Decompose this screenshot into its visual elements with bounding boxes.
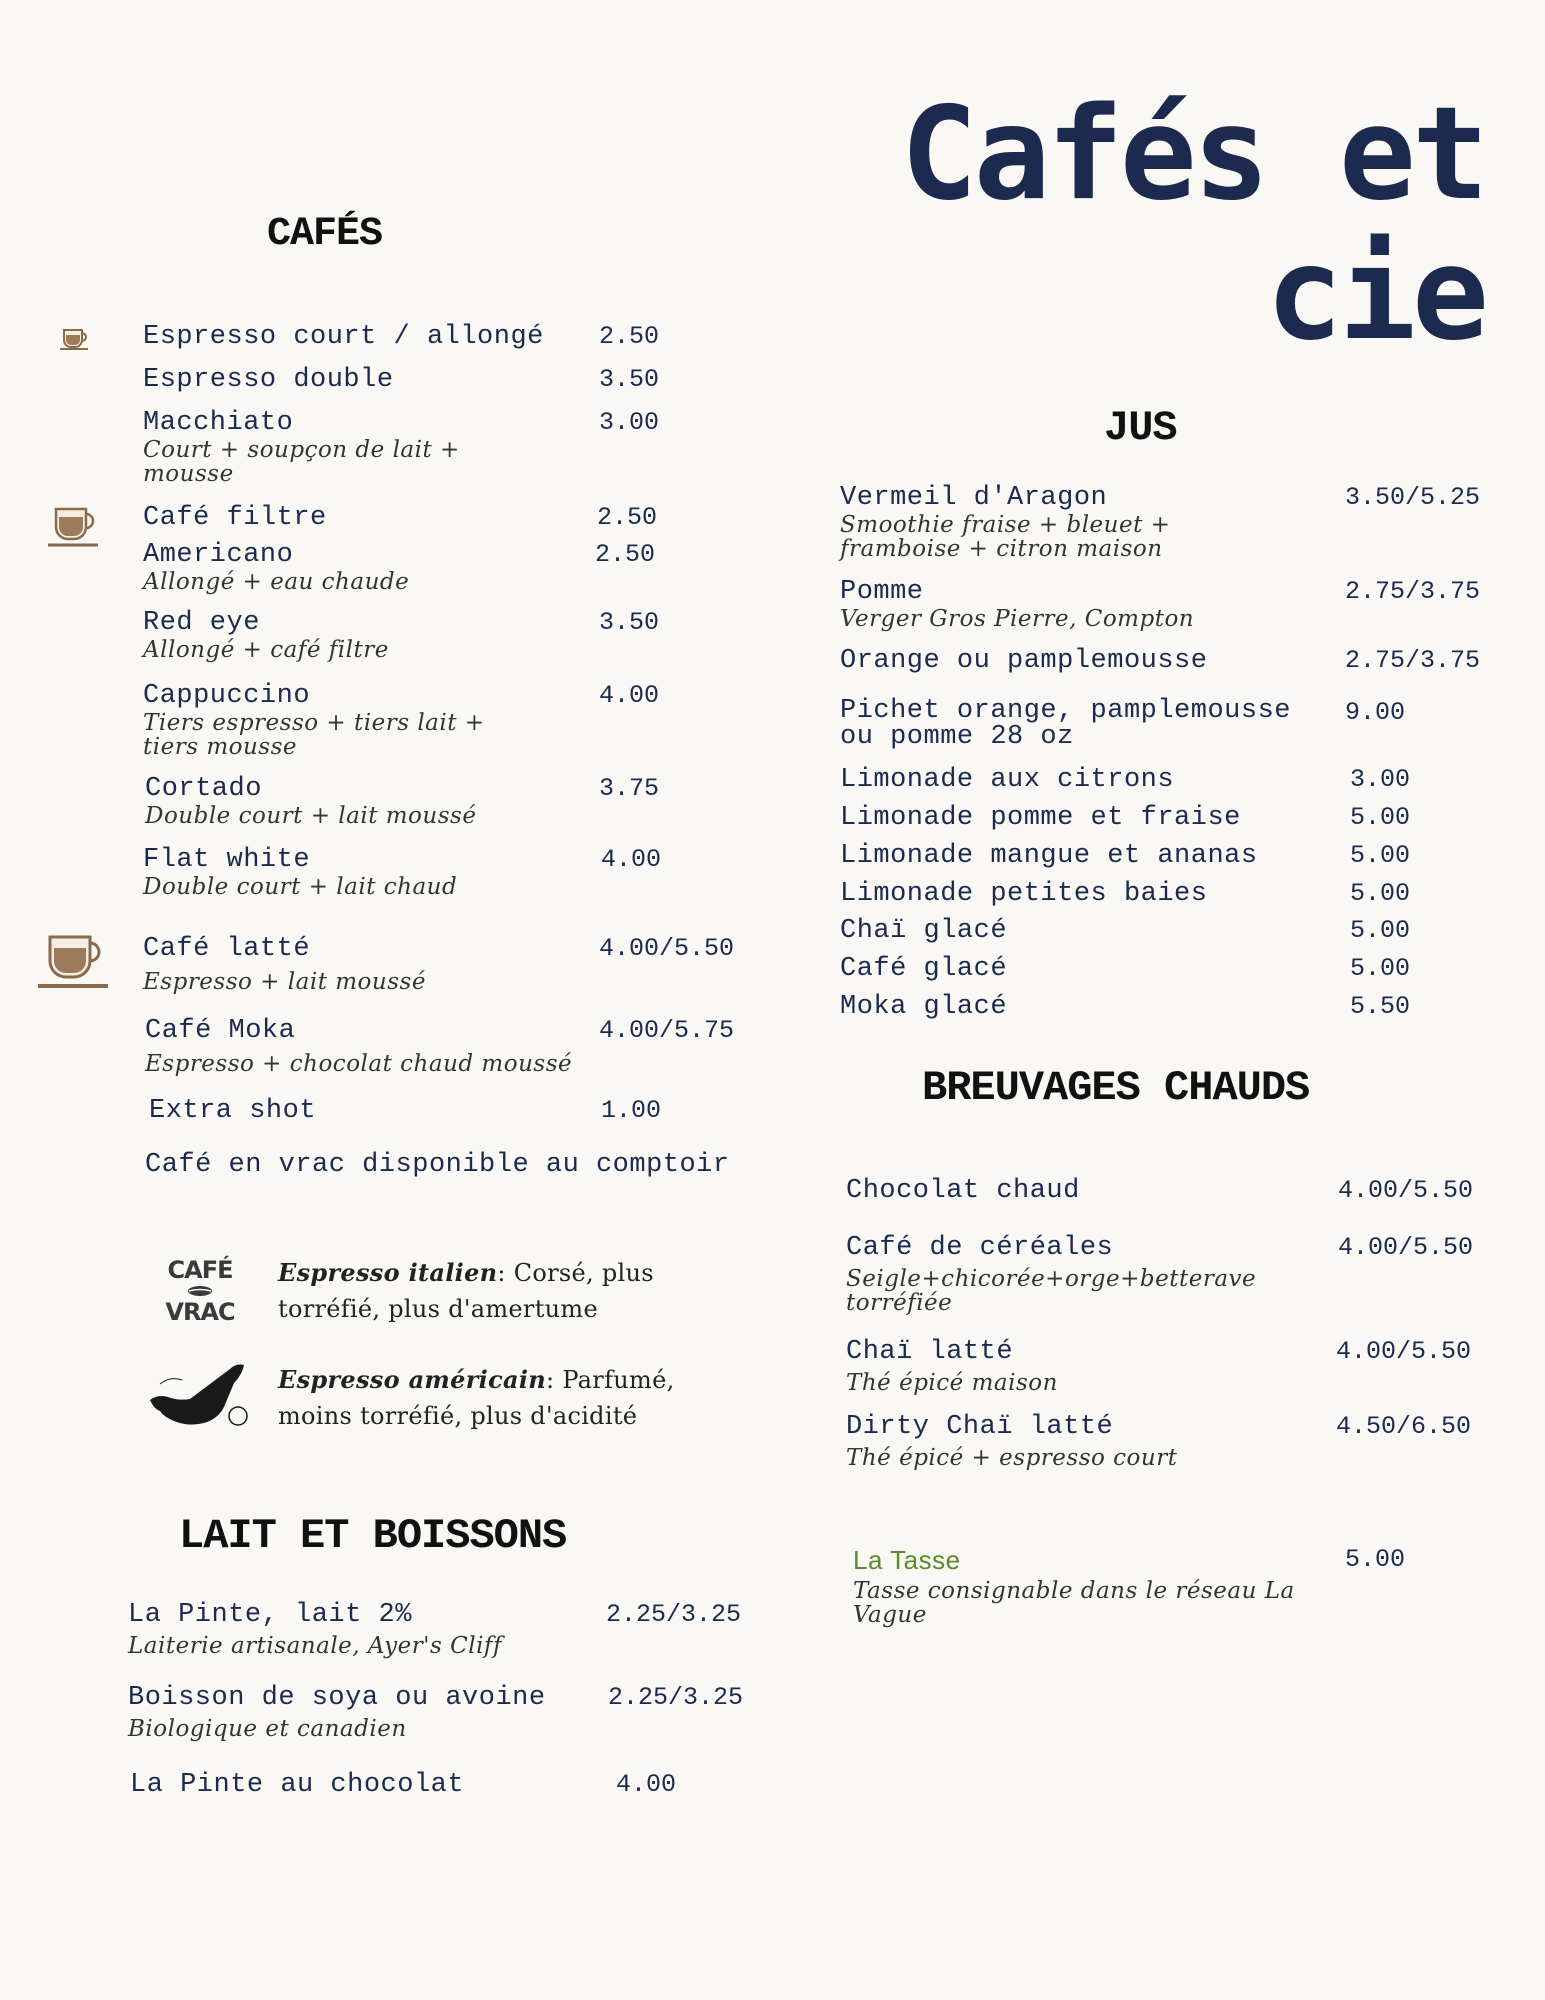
roaster-italien-text: : Corsé, plus bbox=[497, 1259, 654, 1287]
small-cup-icon bbox=[58, 327, 92, 351]
roaster-italien-name: Espresso italien bbox=[278, 1258, 498, 1287]
cafe-item-cortado: Cortado Double court + lait moussé 3.75 bbox=[145, 774, 660, 829]
cafes-heading: CAFÉS bbox=[267, 212, 383, 257]
menu-title-line2: cie bbox=[1265, 220, 1485, 369]
cafe-item-latte: Café latté Espresso + lait moussé 4.00/5.50 bbox=[143, 934, 735, 995]
roaster-italien bbox=[278, 1255, 654, 1327]
tasse-item: La Tasse Tasse consignable dans le réseau La Vague 5.00 bbox=[853, 1545, 1406, 1628]
cafe-item-macchiato: Macchiato Court + soupçon de lait + mousse 3.00 bbox=[143, 408, 660, 487]
cafe-item-filtre: Café filtre 2.50 bbox=[143, 503, 658, 533]
menu-title bbox=[900, 80, 1486, 369]
cafe-item-moka: Café Moka Espresso + chocolat chaud moussé 4.00/5.75 bbox=[145, 1016, 735, 1077]
jus-item-limonade-pomme: Limonade pomme et fraise 5.00 bbox=[840, 803, 1411, 833]
roaster-italien-text2: torréfié, plus d'amertume bbox=[278, 1295, 598, 1323]
lait-heading: LAIT ET BOISSONS bbox=[179, 1512, 567, 1560]
jus-heading: JUS bbox=[1104, 404, 1177, 452]
jus-item-vermeil: Vermeil d'Aragon Smoothie fraise + bleuet + framboise + citron maison 3.50/5.25 bbox=[840, 483, 1481, 562]
cafe-item-espresso-double: Espresso double 3.50 bbox=[143, 365, 660, 395]
menu-title-line1: Cafés et bbox=[900, 80, 1485, 229]
large-cup-icon bbox=[36, 932, 112, 992]
cafe-vrac-logo-bottom: VRAC bbox=[165, 1298, 235, 1326]
roaster-americain-text: : Parfumé, bbox=[546, 1366, 675, 1394]
roaster-americain-name: Espresso américain bbox=[278, 1365, 546, 1394]
jus-item-orange: Orange ou pamplemousse 2.75/3.75 bbox=[840, 646, 1481, 676]
jus-item-limonade-citrons: Limonade aux citrons 3.00 bbox=[840, 765, 1411, 795]
jus-item-pichet: Pichet orange, pamplemousse ou pomme 28 oz 9.00 bbox=[840, 696, 1406, 752]
goose-logo-icon bbox=[146, 1358, 256, 1442]
roaster-americain-text2: moins torréfié, plus d'acidité bbox=[278, 1402, 638, 1430]
cafe-item-flat-white: Flat white Double court + lait chaud 4.00 bbox=[143, 845, 662, 900]
cafe-item-americano: Americano Allongé + eau chaude 2.50 bbox=[143, 540, 656, 595]
chauds-item-cereales: Café de céréales Seigle+chicorée+orge+betterave torréfiée 4.00/5.50 bbox=[846, 1233, 1474, 1316]
chauds-item-chocolat: Chocolat chaud 4.00/5.50 bbox=[846, 1176, 1474, 1206]
cafe-item-red-eye: Red eye Allongé + café filtre 3.50 bbox=[143, 608, 660, 663]
lait-item-soya: Boisson de soya ou avoine Biologique et canadien 2.25/3.25 bbox=[128, 1683, 744, 1742]
cafe-item-cappuccino: Cappuccino Tiers espresso + tiers lait + tiers mousse 4.00 bbox=[143, 681, 660, 760]
coffee-bean-icon bbox=[160, 1284, 240, 1298]
jus-item-limonade-mangue: Limonade mangue et ananas 5.00 bbox=[840, 841, 1411, 871]
jus-item-cafe-glace: Café glacé 5.00 bbox=[840, 954, 1411, 984]
bulk-coffee-note: Café en vrac disponible au comptoir bbox=[145, 1150, 730, 1180]
cafe-item-espresso: Espresso court / allongé 2.50 bbox=[143, 322, 660, 352]
cafe-vrac-logo bbox=[160, 1256, 240, 1336]
medium-cup-icon bbox=[46, 505, 102, 549]
lait-item-chocolat: La Pinte au chocolat 4.00 bbox=[130, 1770, 677, 1800]
lait-item-pinte: La Pinte, lait 2% Laiterie artisanale, Ayer's Cliff 2.25/3.25 bbox=[128, 1600, 742, 1659]
jus-item-moka-glace: Moka glacé 5.50 bbox=[840, 992, 1411, 1022]
cafe-vrac-logo-top: CAFÉ bbox=[167, 1256, 233, 1284]
chauds-heading: BREUVAGES CHAUDS bbox=[922, 1064, 1310, 1112]
chauds-item-dirty-chai: Dirty Chaï latté Thé épicé + espresso court 4.50/6.50 bbox=[846, 1412, 1472, 1471]
jus-item-limonade-baies: Limonade petites baies 5.00 bbox=[840, 879, 1411, 909]
chauds-item-chai-latte: Chaï latté Thé épicé maison 4.00/5.50 bbox=[846, 1337, 1472, 1396]
jus-item-chai-glace: Chaï glacé 5.00 bbox=[840, 916, 1411, 946]
roaster-americain bbox=[278, 1362, 675, 1434]
cafe-item-extra-shot: Extra shot 1.00 bbox=[149, 1096, 662, 1126]
jus-item-pomme: Pomme Verger Gros Pierre, Compton 2.75/3.75 bbox=[840, 577, 1481, 632]
